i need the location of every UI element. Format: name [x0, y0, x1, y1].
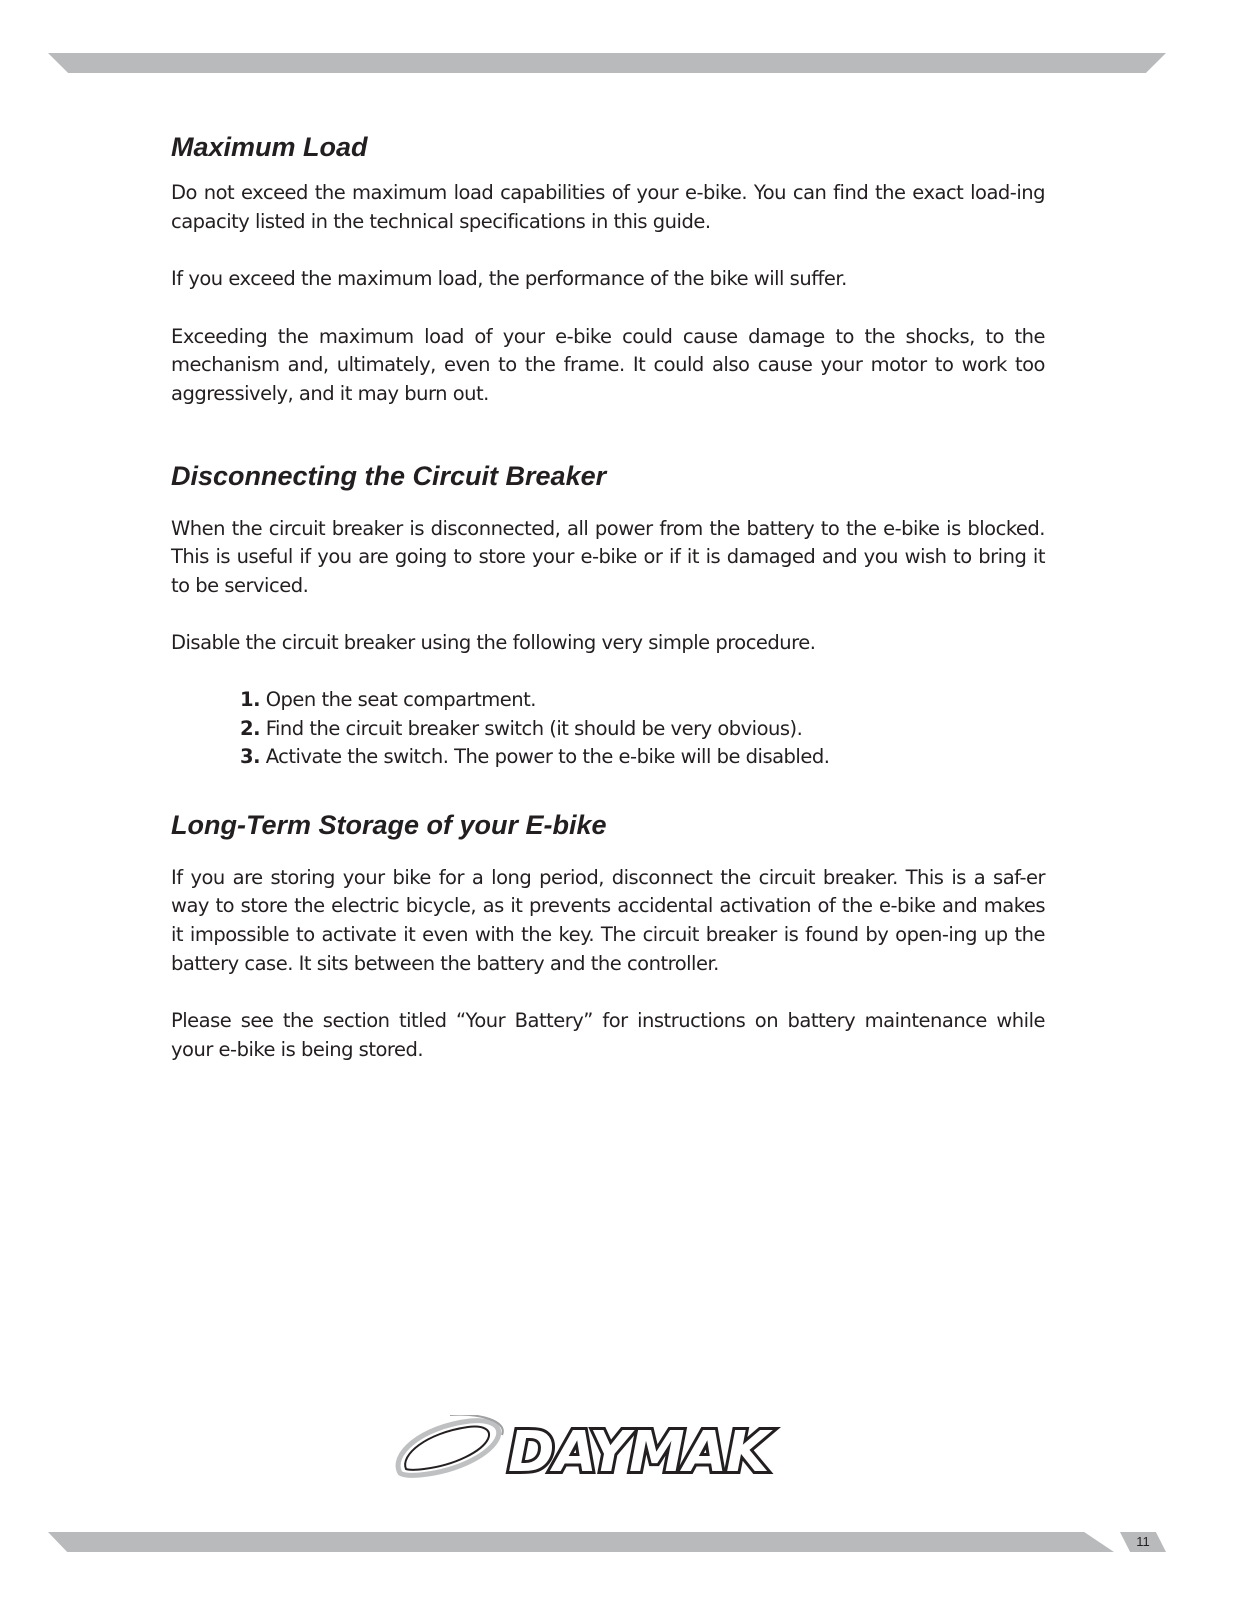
section-heading: Disconnecting the Circuit Breaker [171, 460, 607, 491]
procedure-steps [171, 686, 1045, 772]
footer-decorative-bar [48, 1532, 1114, 1552]
section-long-term-storage [171, 806, 1045, 1065]
list-item [240, 686, 1045, 715]
section-disconnecting-circuit-breaker [171, 457, 1045, 772]
step-text: Open the seat compartment. [265, 687, 536, 711]
list-item [240, 715, 1045, 744]
paragraph: Disable the circuit breaker using the following very simple procedure. [171, 631, 816, 655]
paragraph: If you are storing your bike for a long period, disconnect the circuit breaker. This is a saf-er way to store the electric bicycle, as it prevents accidental activation of the e-bike and makes it impossible to activate it even with the key. The circuit breaker is found by open-ing up the battery case. It sits between the battery and the controller. [171, 865, 1045, 975]
paragraph: Do not exceed the maximum load capabilities of your e-bike. You can find the exact load-ing capacity listed in the technical specifications in this guide. [171, 181, 1045, 233]
page-number: 11 [1136, 1534, 1150, 1549]
section-heading: Maximum Load [171, 132, 368, 162]
step-text: Activate the switch. The power to the e-bike will be disabled. [265, 745, 830, 769]
list-item [240, 743, 1045, 772]
page-content [171, 128, 1045, 1064]
section-heading: Long-Term Storage of your E-bike [171, 809, 607, 840]
step-number: 3. [240, 745, 260, 769]
paragraph: When the circuit breaker is disconnected, all power from the battery to the e-bike is blocked. This is useful if you are going to store your e-bike or if it is damaged and you wish to bring it to be serviced. [171, 516, 1045, 597]
step-number: 2. [240, 716, 260, 740]
paragraph: Please see the section titled “Your Battery” for instructions on battery maintenance while your e-bike is being stored. [171, 1009, 1045, 1061]
paragraph: If you exceed the maximum load, the performance of the bike will suffer. [171, 267, 847, 291]
logo-wordmark: DAYMAK [508, 1420, 769, 1481]
paragraph: Exceeding the maximum load of your e-bike could cause damage to the shocks, to the mechanism and, ultimately, even to the frame. It could also cause your motor to work too aggressively, and it may burn out. [171, 324, 1045, 405]
daymak-logo [390, 1415, 822, 1481]
step-number: 1. [240, 687, 260, 711]
header-decorative-bar [48, 53, 1166, 73]
section-maximum-load [171, 128, 1045, 409]
step-text: Find the circuit breaker switch (it should be very obvious). [265, 716, 803, 740]
